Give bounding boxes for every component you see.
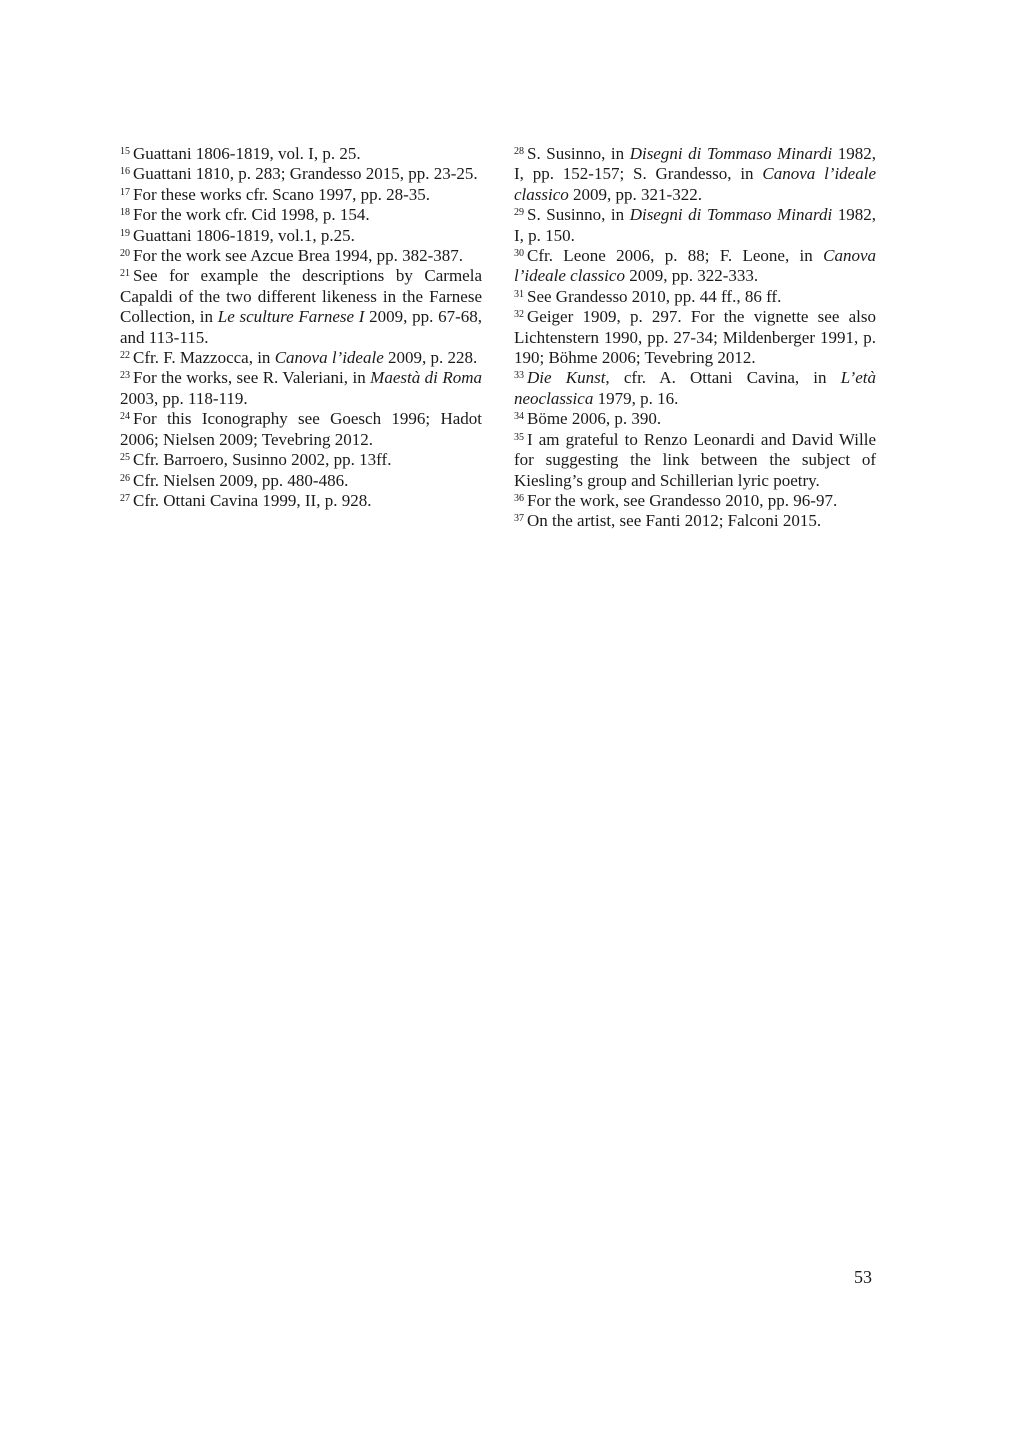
footnote — [120, 409, 482, 450]
footnote-number: 26 — [120, 472, 130, 484]
footnote-text: For the works, see R. Valeriani, in — [133, 368, 371, 388]
footnote-text: 2009, pp. 67-68, and 113-115. — [120, 307, 482, 347]
footnote — [514, 409, 876, 429]
footnote-number: 17 — [120, 186, 130, 198]
footnote-text: 2003, pp. 118-119. — [120, 388, 248, 408]
footnote — [120, 164, 482, 184]
footnote — [514, 491, 876, 511]
footnote-number: 27 — [120, 492, 130, 504]
footnote-text: See Grandesso 2010, pp. 44 ff., 86 ff. — [527, 286, 782, 306]
footnote-text: Cfr. Leone 2006, p. 88; F. Leone, in — [527, 246, 824, 266]
footnote-title-italic: Canova l’ideale — [274, 348, 384, 368]
footnote-number: 24 — [120, 411, 130, 423]
footnote-title-italic: Maestà di Roma — [370, 368, 483, 388]
footnote-text: See for example the descriptions by Carmela Capaldi of the two different likeness in the Farnese Collection, in — [120, 266, 482, 327]
footnote-text: 1982, I, pp. 152-157; S. Grandesso, in — [514, 144, 876, 184]
footnote-text: For the work cfr. Cid 1998, p. 154. — [133, 205, 370, 225]
footnote-number: 19 — [120, 227, 130, 239]
footnote-number: 15 — [120, 146, 130, 157]
footnote — [120, 491, 482, 511]
footnote — [120, 226, 482, 246]
footnote-number: 22 — [120, 350, 130, 362]
footnote-text: Böme 2006, p. 390. — [527, 409, 662, 429]
footnote — [120, 205, 482, 225]
footnote-text: 2009, pp. 321-322. — [568, 184, 702, 204]
footnote-text: Guattani 1810, p. 283; Grandesso 2015, pp. 23-25. — [133, 164, 478, 184]
footnote-text: 1979, p. 16. — [593, 388, 679, 408]
footnote-text: Guattani 1806-1819, vol. I, p. 25. — [133, 144, 361, 163]
footnote — [120, 185, 482, 205]
footnote-title-italic: L’età neoclassica — [514, 368, 876, 408]
footnote-number: 37 — [514, 513, 524, 525]
footnote-number: 35 — [514, 431, 524, 443]
footnote-number: 36 — [514, 492, 524, 504]
footnote-number: 21 — [120, 268, 130, 280]
footnote-text: For the work see Azcue Brea 1994, pp. 382-387. — [133, 246, 464, 266]
footnote-number: 29 — [514, 207, 524, 219]
footnotes-column-right — [514, 144, 876, 532]
footnote-text: For the work, see Grandesso 2010, pp. 96-97. — [527, 490, 838, 510]
footnote-number: 18 — [120, 207, 130, 219]
footnote-text: Guattani 1806-1819, vol.1, p.25. — [133, 225, 355, 245]
footnote-title-italic: Le sculture Farnese I — [217, 307, 365, 327]
page-number: 53 — [854, 1267, 872, 1287]
footnote-text: Cfr. Barroero, Susinno 2002, pp. 13ff. — [133, 450, 392, 470]
footnote — [120, 471, 482, 491]
footnote-title-italic: Canova l’ideale classico — [514, 164, 876, 204]
footnote-title-italic: Disegni di Tommaso Minardi — [629, 144, 833, 163]
footnote — [514, 144, 876, 205]
footnote-number: 16 — [120, 166, 130, 178]
footnote-number: 28 — [514, 146, 524, 157]
footnote-text: , cfr. A. Ottani Cavina, in — [605, 368, 841, 388]
footnote-text: Geiger 1909, p. 297. For the vignette see also Lichtenstern 1990, pp. 27-34; Mildenberger 1991, p. 190; Böhme 2006; Tevebring 2012. — [514, 307, 876, 368]
footnote — [514, 307, 876, 368]
footnote-text: 2009, pp. 322-333. — [624, 266, 759, 286]
footnote-text: I am grateful to Renzo Leonardi and David Wille for suggesting the link between the subject of Kiesling’s group and Schillerian lyric poetry. — [514, 429, 876, 490]
footnote-number: 34 — [514, 411, 524, 423]
footnote-number: 33 — [514, 370, 524, 382]
footnote-text: On the artist, see Fanti 2012; Falconi 2015. — [527, 511, 822, 531]
footnote — [514, 246, 876, 287]
footnote-text: Cfr. Ottani Cavina 1999, II, p. 928. — [133, 490, 372, 510]
footnote — [120, 450, 482, 470]
footnote — [120, 266, 482, 348]
footnote-text: For this Iconography see Goesch 1996; Hadot 2006; Nielsen 2009; Tevebring 2012. — [120, 409, 482, 449]
footnote — [120, 246, 482, 266]
footnote-text: Cfr. Nielsen 2009, pp. 480-486. — [133, 470, 349, 490]
footnote-number: 31 — [514, 288, 524, 300]
footnote — [120, 348, 482, 368]
footnote-text: 2009, p. 228. — [383, 348, 478, 368]
footnote — [514, 511, 876, 531]
footnote-number: 20 — [120, 248, 130, 260]
footnotes-column-left — [120, 144, 482, 511]
footnote-text: S. Susinno, in — [527, 144, 630, 163]
footnote — [514, 368, 876, 409]
footnote-number: 25 — [120, 452, 130, 464]
footnote-number: 32 — [514, 309, 524, 321]
footnote-text: S. Susinno, in — [527, 205, 630, 225]
footnote — [514, 430, 876, 491]
footnote-text: For these works cfr. Scano 1997, pp. 28-35. — [133, 184, 430, 204]
footnote — [120, 368, 482, 409]
footnote-title-italic: Disegni di Tommaso Minardi — [629, 205, 833, 225]
footnote-number: 23 — [120, 370, 130, 382]
footnote-title-italic: Canova l’ideale classico — [514, 246, 876, 286]
footnote-text: Cfr. F. Mazzocca, in — [133, 348, 275, 368]
footnote-text: 1982, I, p. 150. — [514, 205, 876, 245]
footnote-title-italic: Die Kunst — [527, 368, 606, 388]
footnote — [514, 287, 876, 307]
footnote-number: 30 — [514, 248, 524, 260]
footnote — [514, 205, 876, 246]
footnote — [120, 144, 482, 164]
